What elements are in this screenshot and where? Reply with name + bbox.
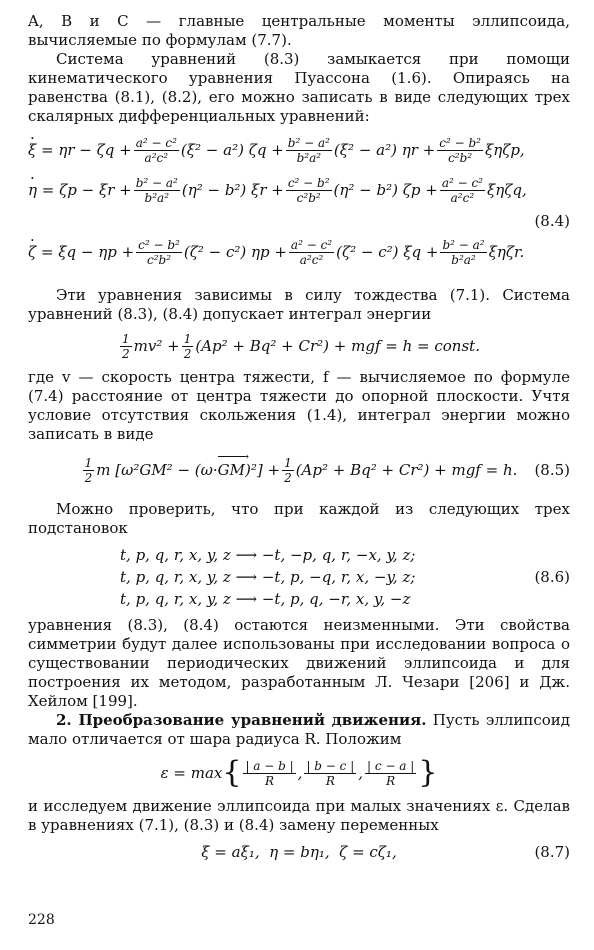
equation-eta: · η = ζp − ξr + $\frac{\text{b² − a²}}{\text{b²a²}}$ (η² − b²) ξr + $\frac{\text{c² − b²}}{\text{c²b²}}$ (η² − b²) ζp + $\frac{\text{a² − c²}}{\text{a²c²}}$ ξηζq,	[28, 170, 570, 210]
equation-number-8-7: (8.7)	[534, 843, 570, 861]
paragraph-energy-intro: Эти уравнения зависимы в силу тождества (7.1). Система уравнений (8.3), (8.4) допускает интеграл энергии	[28, 286, 570, 323]
energy-integral-rolling: $\frac{1}{2}$ m [ω²GM² − (ω· GM → )²] + $\frac{1}{2}$ (Ap² + Bq² + Cr²) + mgf = h. (8.5)	[28, 448, 570, 492]
variable-change: ξ = aξ₁, η = bη₁, ζ = cζ₁, (8.7)	[201, 843, 570, 861]
equation-zeta: · ζ = ξq − ηp + $\frac{\text{c² − b²}}{\text{c²b²}}$ (ζ² − c²) ηp + $\frac{\text{a² − c²}}{\text{a²c²}}$ (ζ² − c²) ξq + $\frac{\text{b² − a²}}{\text{b²a²}}$ ξηζr.	[28, 232, 570, 272]
paragraph-section-2	[28, 711, 570, 749]
substitution-row: t, p, q, r, x, y, z ⟶ −t, p, q, −r, x, y, −z	[120, 589, 411, 608]
paragraph-substitutions-intro: Можно проверить, что при каждой из следующих трех подстановок	[28, 500, 570, 537]
paragraph-energy-explanation: где v — скорость центра тяжести, f — вычисляемое по формуле (7.4) расстояние от центра тяжести до опорной плоскости. Учтя условие отсутствия скольжения (1.4), интеграл энергии можно записать в виде	[28, 368, 570, 443]
energy-integral: $\frac{1}{2}$ mv² + $\frac{1}{2}$ (Ap² + Bq² + Cr²) + mgf = h = const.	[122, 331, 480, 361]
paragraph-small-epsilon: и исследуем движение эллипсоида при малых значениях ε. Сделав в уравнениях (7.1), (8.3) и (8.4) замену переменных	[28, 797, 570, 834]
section-text: Пусть эллипсоид мало отличается от шара радиуса R. Положим	[28, 711, 570, 748]
paragraph-symmetry: уравнения (8.3), (8.4) остаются неизменными. Эти свойства симметрии будут далее использованы при исследовании вопроса о существовании периодических движений эллипсоида и для построения их методом, разработанным Л. Чезари [206] и Дж. Хейлом [199].	[28, 616, 570, 710]
section-heading: 2. Преобразование уравнений движения.	[56, 711, 427, 729]
equation-number-8-6: (8.6)	[534, 567, 570, 586]
epsilon-definition: ε = max { $\frac{| a - b |}{R}$ , $\frac{| b - c |}{R}$ , $\frac{| c - a |}{R}$ }	[160, 755, 438, 790]
paragraph-poisson-intro: Система уравнений (8.3) замыкается при помощи кинематического уравнения Пуассона (1.6). Опираясь на равенства (8.1), (8.2), его можно записать в виде следующих трех скалярных дифференциальных уравнений:	[28, 50, 570, 125]
poisson-equation-system	[28, 130, 570, 272]
paragraph-moments: A, B и C — главные центральные моменты эллипсоида, вычисляемые по формулам (7.7).	[28, 12, 570, 49]
equation-number-8-4: (8.4)	[534, 212, 570, 230]
page-number: 228	[28, 912, 55, 928]
substitutions-block	[28, 544, 570, 610]
equation-xi: · ξ = ηr − ζq + $\frac{\text{a² − c²}}{\text{a²c²}}$ (ξ² − a²) ζq + $\frac{\text{b² − a²}}{\text{b²a²}}$ (ξ² − a²) ηr + $\frac{\text{c² − b²}}{\text{c²b²}}$ ξηζp,	[28, 130, 570, 170]
substitution-row: t, p, q, r, x, y, z ⟶ −t, −p, q, r, −x, y, z;	[120, 545, 416, 564]
equation-number-8-5: (8.5)	[534, 461, 570, 479]
substitution-row: t, p, q, r, x, y, z ⟶ −t, p, −q, r, x, −y, z; (8.6)	[120, 567, 570, 586]
